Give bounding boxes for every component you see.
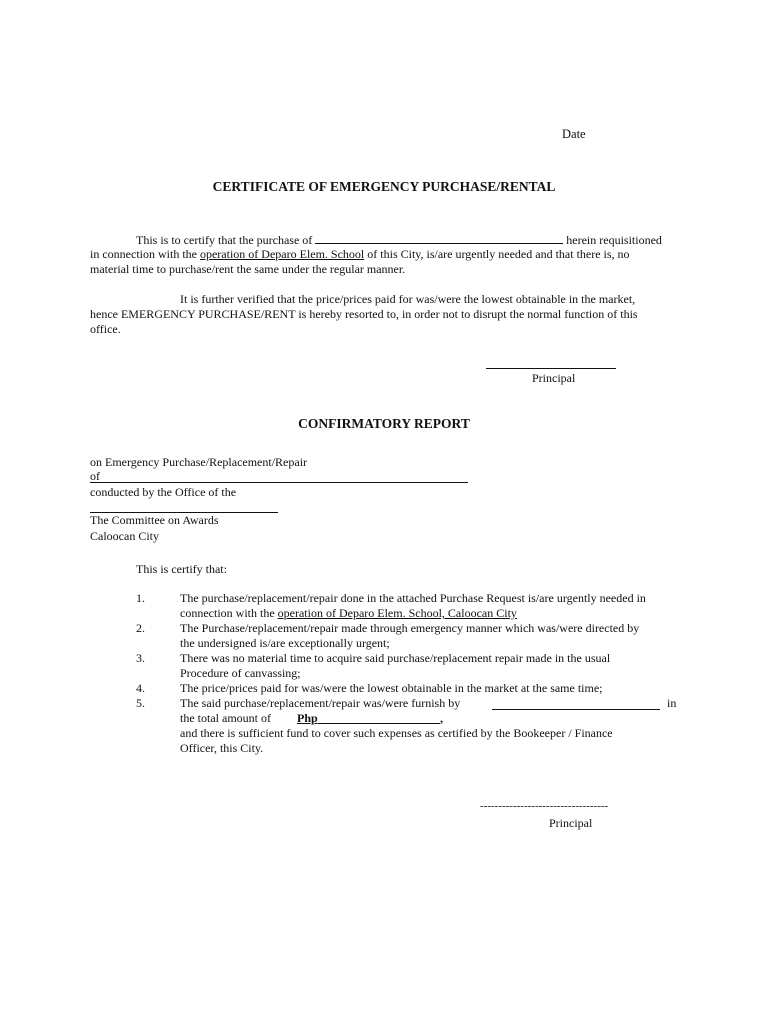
item-5-line1-end: in (667, 696, 677, 710)
committee-city: Caloocan City (90, 529, 159, 543)
cert-p1-line2-end: of this City, is/are urgently needed and that there is, no (367, 247, 630, 261)
item-5-line1 (180, 696, 460, 711)
item-5-line3: and there is sufficient fund to cover such expenses as certified by the Bookeeper / Finance (180, 726, 613, 740)
item-5-line2-end: , (440, 711, 443, 725)
item-5-line1-start: The said purchase/replacement/repair was/were furnish by (180, 696, 461, 710)
cert-p2-line2: hence EMERGENCY PURCHASE/RENT is hereby resorted to, in order not to disrupt the normal function of this (90, 307, 638, 321)
principal-signature-line (486, 368, 616, 369)
item-2-line2: the undersigned is/are exceptionally urgent; (180, 636, 390, 650)
school-operation-text: operation of Deparo Elem. School (199, 247, 365, 261)
certificate-title: CERTIFICATE OF EMERGENCY PURCHASE/RENTAL (212, 179, 556, 194)
committee-name: The Committee on Awards (90, 513, 219, 527)
cert-p1-line1-start: This is to certify that the purchase of (136, 233, 313, 247)
cert-p1-line1 (136, 232, 662, 248)
cert-p1-line3: material time to purchase/rent the same under the regular manner. (90, 262, 406, 276)
report-of-line: of (90, 469, 100, 483)
item-2-number: 2. (136, 621, 145, 635)
report-of-blank (90, 482, 468, 483)
cert-p1-line2-start: in connection with the (90, 247, 197, 261)
item-5-furnisher-blank (492, 709, 660, 710)
item-5-line2-start: the total amount of (180, 711, 271, 725)
report-title: CONFIRMATORY REPORT (298, 416, 470, 431)
report-on-line: on Emergency Purchase/Replacement/Repair (90, 455, 308, 469)
purchase-item-blank (315, 232, 563, 244)
item-2-line1: The Purchase/replacement/repair made through emergency manner which was/were directed by (180, 621, 640, 635)
cert-p2-line3: office. (90, 322, 121, 336)
item-4-number: 4. (136, 681, 145, 695)
report-intro: This is certify that: (136, 562, 227, 576)
item-1-line2 (180, 606, 517, 621)
item-1-school-text: operation of Deparo Elem. School, Caloocan City (277, 606, 517, 620)
item-3-line1: There was no material time to acquire said purchase/replacement repair made in the usual (180, 651, 611, 665)
item-5-number: 5. (136, 696, 145, 710)
item-1-number: 1. (136, 591, 145, 605)
item-1-line2-start: connection with the (180, 606, 275, 620)
item-4-line1: The price/prices paid for was/were the lowest obtainable in the market at the same time; (180, 681, 603, 695)
cert-p2-line1: It is further verified that the price/prices paid for was/were the lowest obtainable in the market, (180, 292, 636, 306)
date-label: Date (562, 127, 586, 141)
item-1-line1: The purchase/replacement/repair done in the attached Purchase Request is/are urgently needed in (180, 591, 646, 605)
item-5-amount-blank (318, 723, 440, 724)
item-3-line2: Procedure of canvassing; (180, 666, 301, 680)
cert-p1-line2 (90, 247, 630, 262)
cert-p1-line1-end: herein requisitioned (566, 233, 662, 247)
report-principal-label: Principal (549, 816, 593, 830)
report-conducted-line: conducted by the Office of the (90, 485, 237, 499)
item-5-line2 (180, 711, 271, 726)
item-5-currency: Php (297, 711, 318, 725)
principal-signature-dashes: ----------------------------------- (480, 800, 609, 812)
principal-label: Principal (532, 371, 576, 385)
item-3-number: 3. (136, 651, 145, 665)
item-5-line4: Officer, this City. (180, 741, 264, 755)
